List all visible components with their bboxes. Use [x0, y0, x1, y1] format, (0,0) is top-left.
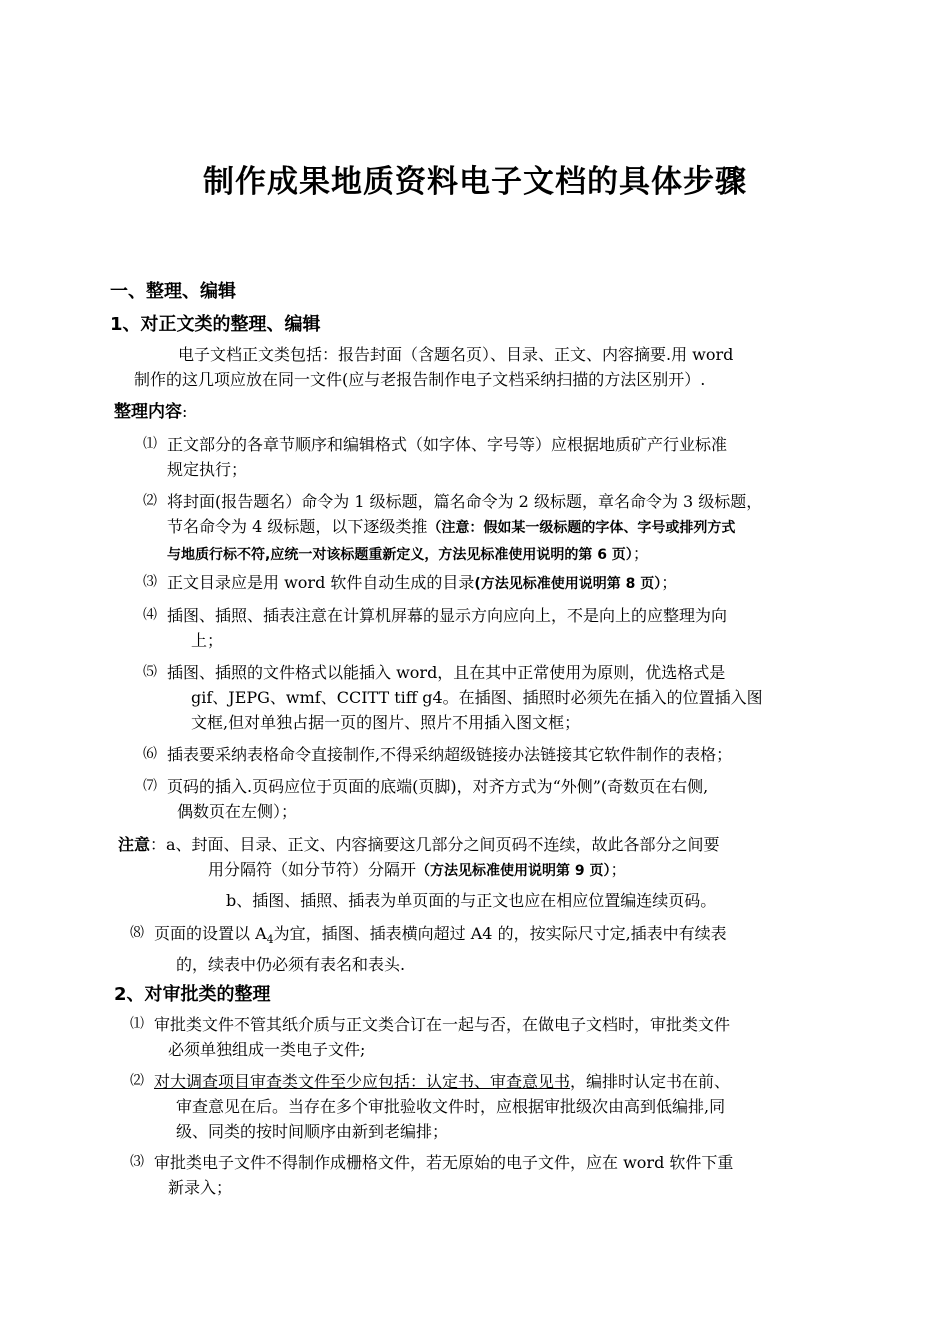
item-number: ⑶: [130, 1154, 144, 1170]
note-line-b: b、插图、插照、插表为单页面的与正文也应在相应位置编连续页码。: [226, 891, 717, 910]
list-item: [130, 921, 850, 977]
list-item: [143, 570, 843, 597]
note-text: ；: [610, 860, 627, 879]
item-number: ⑹: [143, 746, 157, 762]
item-line: 文框,但对单独占据一页的图片、照片不用插入图文框；: [191, 713, 581, 732]
item-line: [143, 570, 843, 597]
item-line: [143, 514, 863, 541]
list-item: [143, 660, 843, 735]
intro-line: 电子文档正文类包括：报告封面（含题名页）、目录、正文、内容摘要.用 word: [178, 345, 734, 364]
list-item: [143, 742, 853, 767]
item-number: ⑶: [143, 574, 157, 590]
item-underlined: 对大调查项目审查类文件至少应包括：认定书、审查意见书: [154, 1072, 571, 1091]
list-item: [130, 1069, 850, 1144]
item-text: 正文目录应是用 word 软件自动生成的目录: [167, 573, 475, 592]
note-ref: （方法见标准使用说明第 9 页）: [416, 863, 611, 879]
item-number: ⑴: [143, 436, 157, 452]
item-line: 的，续表中仍必须有表名和表头.: [176, 955, 406, 975]
list-item: [143, 603, 843, 653]
item-number: ⑵: [143, 493, 157, 509]
item-line: 审查意见在后。当存在多个审批验收文件时，应根据审批级次由高到低编排,同: [176, 1097, 726, 1116]
item-line: 审批类电子文件不得制作成栅格文件，若无原始的电子文件，应在 word 软件下重: [154, 1153, 734, 1172]
note-text: ：a、封面、目录、正文、内容摘要这几部分之间页码不连续，故此各部分之间要: [150, 835, 720, 854]
note-line: [118, 832, 858, 857]
section-heading: 一、整理、编辑: [110, 281, 236, 302]
item-text: 节名命令为 4 级标题，以下逐级类推: [167, 517, 428, 536]
item-number: ⑵: [130, 1073, 144, 1089]
item-line: [143, 541, 863, 568]
item-line: 上；: [191, 631, 224, 650]
item-note: 与地质行标不符,应统一对该标题重新定义，方法见标准使用说明的第 6 页）: [167, 547, 633, 563]
item-text: ；: [661, 573, 678, 592]
item-line: 页码的插入.页码应位于页面的底端(页脚)，对齐方式为“外侧”(奇数页在右侧,: [167, 777, 709, 796]
item-text: ，编排时认定书在前、: [570, 1072, 731, 1091]
item-line: 必须单独组成一类电子文件;: [168, 1040, 366, 1059]
item-number: ⑷: [143, 607, 157, 623]
subsection-heading: 1、对正文类的整理、编辑: [110, 314, 321, 335]
content-label: [114, 399, 187, 425]
list-item: [130, 1150, 850, 1200]
note-block: [118, 832, 858, 884]
item-number: ⑻: [130, 925, 144, 941]
item-text: ；: [632, 544, 649, 563]
item-line: 审批类文件不管其纸介质与正文类合订在一起与否，在做电子文档时，审批类文件: [154, 1015, 731, 1034]
item-line: 插图、插照、插表注意在计算机屏幕的显示方向应向上，不是向上的应整理为向: [167, 606, 728, 625]
item-line: 规定执行；: [167, 460, 248, 479]
item-line: 插表要采纳表格命令直接制作,不得采纳超级链接办法链接其它软件制作的表格；: [167, 745, 733, 764]
item-line: [130, 921, 850, 952]
item-text: 页面的设置以 A: [154, 924, 267, 943]
item-note: （注意：假如某一级标题的字体、字号或排列方式: [427, 520, 736, 536]
list-item: [130, 1012, 850, 1062]
item-line: [130, 1069, 850, 1094]
item-line: 新录入；: [168, 1178, 233, 1197]
content-label-colon: :: [182, 402, 188, 421]
subsection-heading: 2、对审批类的整理: [114, 984, 271, 1005]
item-note: (方法见标准使用说明第 8 页）: [474, 576, 662, 592]
item-line: 偶数页在左侧）；: [177, 802, 298, 821]
item-line: gif、JEPG、wmf、CCITT tiff g4。在插图、插照时必须先在插入的位置插入图: [191, 688, 763, 707]
item-line: 级、同类的按时间顺序由新到老编排；: [176, 1122, 449, 1141]
content-label-text: 整理内容: [114, 402, 182, 422]
intro-line: 制作的这几项应放在同一文件(应与老报告制作电子文档采纳扫描的方法区别开）.: [134, 370, 706, 389]
list-item: [143, 774, 853, 824]
item-line: 将封面(报告题名）命令为 1 级标题，篇名命令为 2 级标题，章名命令为 3 级标题，: [167, 492, 763, 511]
item-subscript: 4: [266, 933, 274, 947]
item-number: ⑸: [143, 664, 157, 680]
note-text: 用分隔符（如分节符）分隔开: [208, 860, 417, 879]
note-label: 注意: [118, 835, 151, 854]
list-item: [143, 489, 863, 568]
item-text: 为宜，插图、插表横向超过 A4 的，按实际尺寸定,插表中有续表: [273, 924, 727, 943]
item-number: ⑺: [143, 778, 157, 794]
list-item: [143, 432, 843, 482]
note-line: [118, 857, 858, 884]
item-line: 正文部分的各章节顺序和编辑格式（如字体、字号等）应根据地质矿产行业标准: [167, 435, 728, 454]
document-title: 制作成果地质资料电子文档的具体步骤: [203, 164, 747, 200]
item-number: ⑴: [130, 1016, 144, 1032]
item-line: 插图、插照的文件格式以能插入 word，且在其中正常使用为原则，优选格式是: [167, 663, 726, 682]
